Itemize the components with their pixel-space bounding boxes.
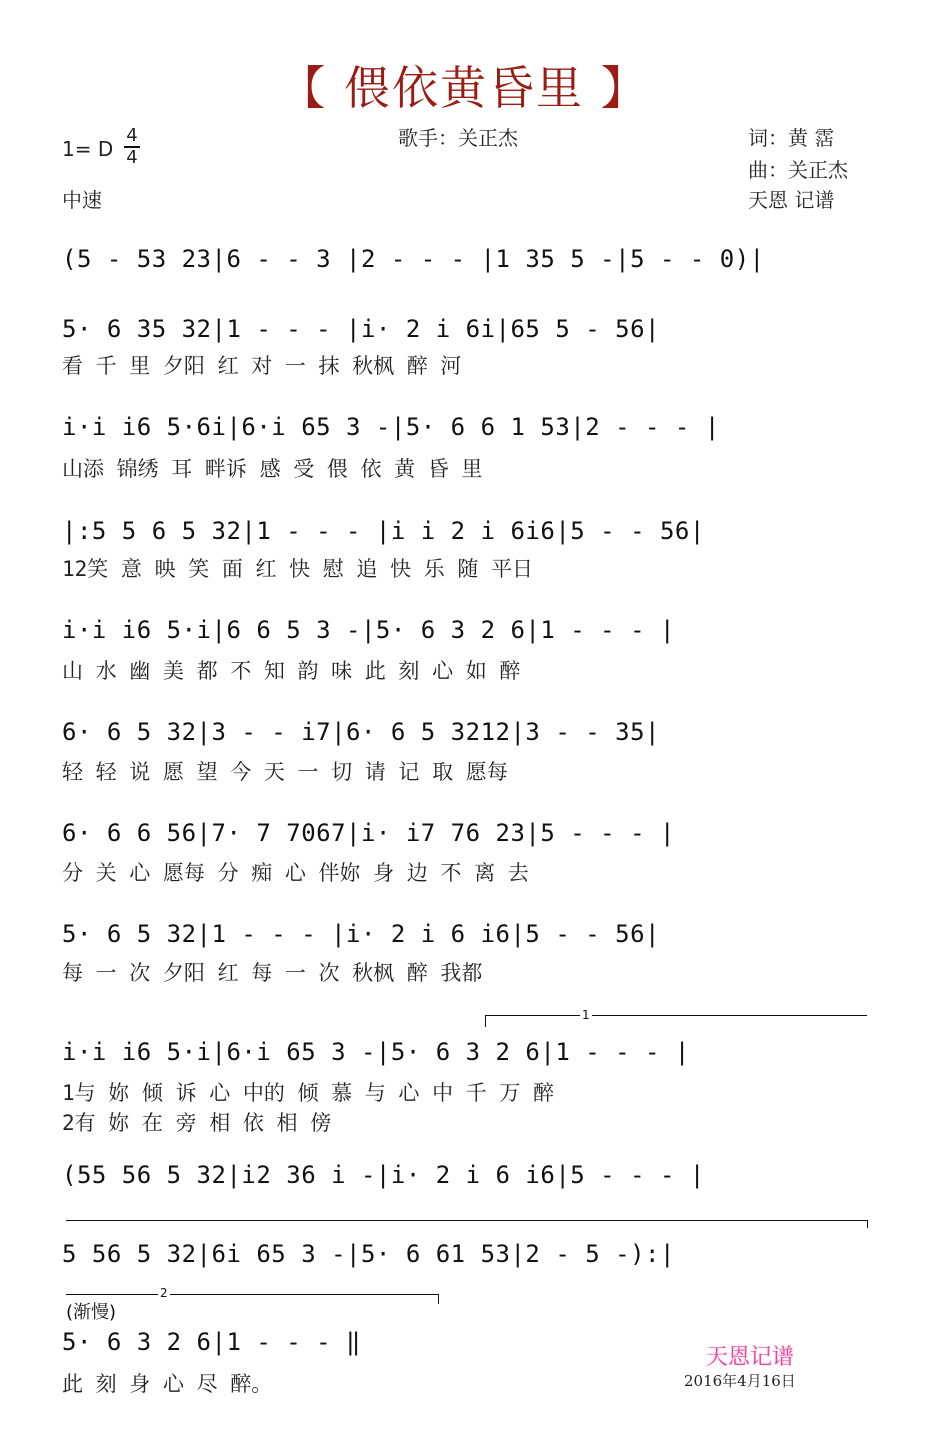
volta-1-hook bbox=[485, 1015, 486, 1027]
notation-row-5: i·i i6 5·i|6 6 5 3 -|5· 6 3 2 6|1 - - - | bbox=[62, 616, 675, 644]
notation-row-11: 5 56 5 32|6i 65 3 -|5· 6 61 53|2 - 5 -):| bbox=[62, 1240, 675, 1268]
time-signature-top: 4 bbox=[126, 125, 138, 146]
transcriber-stamp: 天恩记谱 bbox=[706, 1345, 795, 1370]
notation-row-9: i·i i6 5·i|6·i 65 3 -|5· 6 3 2 6|1 - - - | bbox=[62, 1038, 690, 1066]
tempo-marking: 中速 bbox=[62, 188, 102, 212]
transcriber-credit: 天恩 记谱 bbox=[748, 188, 835, 212]
volta-2-label: 2 bbox=[160, 1286, 168, 1300]
volta-2-hook bbox=[438, 1294, 439, 1304]
lyric-row-4: 12笑 意 映 笑 面 红 快 慰 追 快 乐 随 平日 bbox=[62, 557, 534, 581]
volta-1-label: 1 bbox=[582, 1008, 590, 1022]
lyric-row-6: 轻 轻 说 愿 望 今 天 一 切 请 记 取 愿每 bbox=[62, 760, 508, 784]
repeat-bracket bbox=[66, 1220, 868, 1221]
lyric-row-8: 每 一 次 夕阳 红 每 一 次 秋枫 醉 我都 bbox=[62, 961, 483, 985]
notation-row-6: 6· 6 5 32|3 - - i7|6· 6 5 3212|3 - - 35| bbox=[62, 718, 660, 746]
lyric-row-12: 此 刻 身 心 尽 醉。 bbox=[62, 1372, 273, 1396]
composer-credit: 曲：关正杰 bbox=[748, 158, 848, 182]
notation-row-12: 5· 6 3 2 6|1 - - - ‖ bbox=[62, 1328, 361, 1356]
lyric-row-3: 山添 锦绣 耳 畔诉 感 受 偎 依 黄 昏 里 bbox=[62, 457, 483, 481]
singer-label: 歌手：关正杰 bbox=[398, 126, 518, 150]
notation-row-1: (5 - 53 23|6 - - 3 |2 - - - |1 35 5 -|5 - - 0)| bbox=[62, 245, 765, 273]
notation-row-10: (55 56 5 32|i2 36 i -|i· 2 i 6 i6|5 - - - | bbox=[62, 1161, 705, 1189]
lyric-row-7: 分 关 心 愿每 分 痴 心 伴妳 身 边 不 离 去 bbox=[62, 861, 529, 885]
lyric-row-9-verse-2: 2有 妳 在 旁 相 依 相 傍 bbox=[62, 1111, 332, 1135]
notation-row-4: |:5 5 6 5 32|1 - - - |i i 2 i 6i6|5 - - 56| bbox=[62, 517, 705, 545]
ritardando-marking: (渐慢) bbox=[66, 1302, 117, 1323]
lyric-row-5: 山 水 幽 美 都 不 知 韵 味 此 刻 心 如 醉 bbox=[62, 659, 521, 683]
notation-row-7: 6· 6 6 56|7· 7 7067|i· i7 76 23|5 - - - | bbox=[62, 819, 675, 847]
date-label: 2016年4月16日 bbox=[684, 1372, 796, 1390]
time-signature bbox=[124, 127, 140, 167]
notation-row-2: 5· 6 35 32|1 - - - |i· 2 i 6i|65 5 - 56| bbox=[62, 315, 660, 343]
lyric-row-9-verse-1: 1与 妳 倾 诉 心 中的 倾 慕 与 心 中 千 万 醉 bbox=[62, 1081, 555, 1105]
volta-1-bracket bbox=[485, 1015, 867, 1016]
key-signature: 1= D bbox=[62, 137, 114, 161]
song-title: 【 偎依黄昏里 】 bbox=[279, 61, 649, 115]
notation-row-3: i·i i6 5·6i|6·i 65 3 -|5· 6 6 1 53|2 - - - | bbox=[62, 413, 720, 441]
time-signature-bottom: 4 bbox=[126, 147, 138, 168]
lyricist-credit: 词：黄 霑 bbox=[748, 126, 835, 150]
lyric-row-2: 看 千 里 夕阳 红 对 一 抹 秋枫 醉 河 bbox=[62, 354, 462, 378]
notation-row-8: 5· 6 5 32|1 - - - |i· 2 i 6 i6|5 - - 56| bbox=[62, 920, 660, 948]
volta-2-bracket bbox=[66, 1294, 438, 1295]
repeat-bracket-hook bbox=[867, 1220, 868, 1228]
